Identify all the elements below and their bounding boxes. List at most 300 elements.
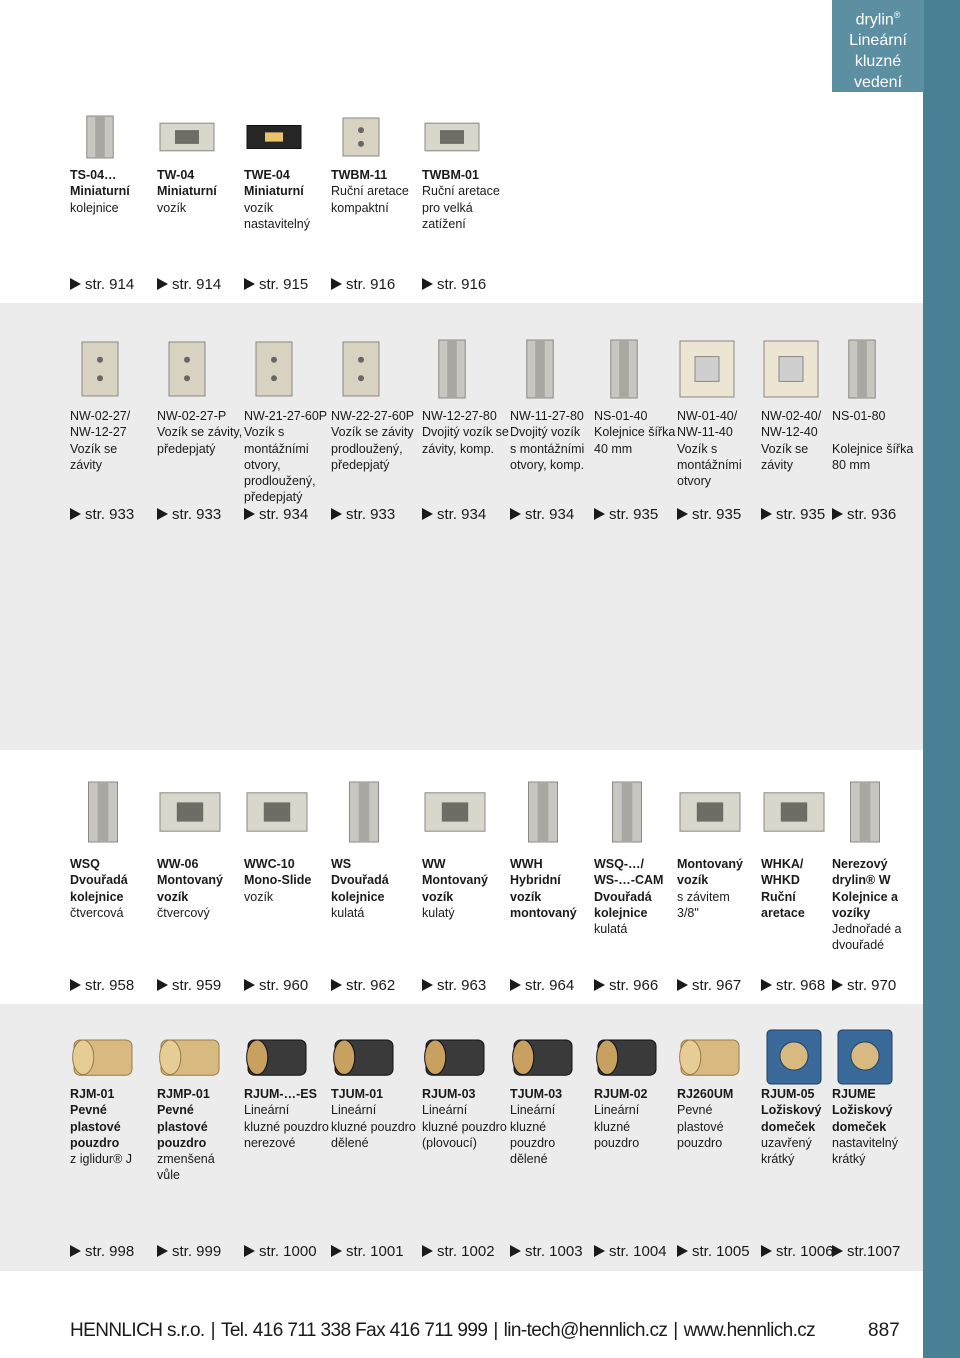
arrow-right-icon (331, 278, 342, 290)
label-line-bold: Ložiskový (761, 1103, 822, 1118)
label-line: (plovoucí) (422, 1135, 477, 1150)
arrow-right-icon (761, 1245, 772, 1257)
product-thumbnail (244, 114, 304, 165)
footer-email[interactable]: lin-tech@hennlich.cz (503, 1320, 668, 1341)
arrow-right-icon (70, 1245, 81, 1257)
page-reference-link[interactable] (244, 506, 308, 524)
product-label (331, 1086, 416, 1151)
page-reference-link[interactable] (510, 506, 574, 524)
page-reference-text: str. 962 (346, 977, 396, 994)
product-image (331, 338, 391, 400)
product-label (157, 408, 242, 457)
product-label (70, 167, 130, 216)
arrow-right-icon (422, 278, 433, 290)
page-reference-link[interactable] (677, 1243, 750, 1261)
label-line: Miniaturní (70, 184, 130, 199)
label-line: nastavitelný (832, 1135, 899, 1150)
product-image (594, 338, 654, 400)
product-image (677, 780, 743, 844)
page-reference-text: str. 936 (847, 506, 897, 523)
product-image (677, 1024, 743, 1088)
label-line-bold: Ložiskový (832, 1103, 893, 1118)
label-line: Vozík s (677, 441, 718, 456)
label-line: s montážními (510, 441, 585, 456)
arrow-right-icon (422, 508, 433, 520)
page-reference-link[interactable] (244, 276, 308, 294)
arrow-right-icon (244, 979, 255, 991)
arrow-right-icon (832, 979, 843, 991)
label-line: NW-22-27-60P (331, 409, 415, 423)
product-thumbnail (331, 338, 391, 405)
product-label (832, 1086, 898, 1167)
page-reference-text: str. 916 (346, 276, 396, 293)
arrow-right-icon (510, 979, 521, 991)
arrow-right-icon (677, 508, 688, 520)
arrow-right-icon (510, 1245, 521, 1257)
product-image (70, 114, 130, 160)
label-line: nerezové (244, 1135, 296, 1150)
product-label (244, 167, 310, 232)
label-line-bold: pouzdro (157, 1135, 207, 1150)
label-line-bold: aretace (761, 905, 805, 920)
page-reference-link[interactable] (157, 977, 221, 995)
label-line: nastavitelný (244, 216, 311, 231)
product-image (510, 338, 570, 400)
label-line: Jednořadé a (832, 922, 902, 937)
label-line: otvory (677, 474, 712, 489)
product-image (244, 1024, 310, 1088)
label-line: plastové (677, 1119, 724, 1134)
label-line: NW-02-27/ (70, 409, 131, 423)
label-line: závity, komp. (422, 441, 495, 456)
product-thumbnail (422, 1024, 488, 1093)
product-label (761, 856, 805, 921)
label-line: kluzné pouzdro (244, 1119, 329, 1134)
section-tab (832, 0, 924, 92)
label-line-bold: vozík (157, 889, 189, 904)
label-line-bold: Kolejnice a (832, 889, 898, 904)
product-thumbnail (70, 338, 130, 405)
page-reference-link[interactable] (422, 977, 486, 995)
page-reference-link[interactable] (157, 1243, 221, 1261)
label-line-bold: kolejnice (70, 889, 124, 904)
label-line-bold: Hybridní (510, 873, 561, 888)
label-line-bold: WHKA/ (761, 857, 804, 871)
product-image (70, 780, 136, 844)
arrow-right-icon (70, 979, 81, 991)
product-thumbnail (677, 780, 743, 849)
page-number: 887 (868, 1320, 900, 1341)
product-label (244, 856, 311, 905)
product-thumbnail (244, 1024, 310, 1093)
page-reference-link[interactable] (422, 276, 486, 294)
page-reference-link[interactable] (331, 977, 395, 995)
page-reference-link[interactable] (594, 977, 658, 995)
page-reference-link[interactable] (70, 506, 134, 524)
product-thumbnail (422, 114, 482, 165)
label-line-bold: vozíky (832, 905, 871, 920)
product-image (422, 1024, 488, 1088)
page-reference-link[interactable] (761, 1243, 834, 1261)
label-line: kluzné (510, 1119, 547, 1134)
page-reference-text: str. 1005 (692, 1243, 750, 1260)
label-line: Lineární (422, 1103, 468, 1118)
product-image (422, 780, 488, 844)
label-line-bold: WS-…-CAM (594, 873, 664, 888)
label-line: prodloužený, (331, 441, 403, 456)
product-image (157, 338, 217, 400)
product-image (157, 780, 223, 844)
product-thumbnail (422, 780, 488, 849)
label-line: Lineární (510, 1103, 556, 1118)
label-line-bold: Mono-Slide (244, 873, 312, 888)
label-line: montážními (244, 441, 309, 456)
label-line: uzavřený (761, 1135, 812, 1150)
page-reference-link[interactable] (244, 1243, 317, 1261)
page-reference-link[interactable] (331, 1243, 404, 1261)
label-line-bold: montovaný (510, 905, 577, 920)
label-line-bold: RJ260UM (677, 1087, 734, 1101)
product-thumbnail (157, 780, 223, 849)
product-image (331, 114, 391, 160)
label-line: TS-04… (70, 168, 117, 182)
page-reference-text: str. 935 (776, 506, 826, 523)
arrow-right-icon (677, 1245, 688, 1257)
arrow-right-icon (832, 508, 843, 520)
page-reference-link[interactable] (594, 506, 658, 524)
page-reference-text: str. 1004 (609, 1243, 667, 1260)
arrow-right-icon (331, 979, 342, 991)
footer-phone: Tel. 416 711 338 Fax 416 711 999 (220, 1320, 488, 1341)
arrow-right-icon (331, 508, 342, 520)
page-reference-link[interactable] (70, 276, 134, 294)
product-thumbnail (70, 780, 136, 849)
arrow-right-icon (510, 508, 521, 520)
product-thumbnail (832, 338, 892, 405)
label-line: NW-01-40/ (677, 409, 738, 423)
product-thumbnail (70, 1024, 136, 1093)
label-line-bold: WSQ-…/ (594, 857, 644, 871)
product-thumbnail (331, 114, 391, 165)
product-label (331, 408, 414, 473)
label-line: NW-12-40 (761, 425, 818, 440)
label-line: závity (761, 457, 793, 472)
product-image (331, 780, 397, 844)
label-line-bold: domeček (761, 1119, 816, 1134)
page-reference-text: str. 1006 (776, 1243, 834, 1260)
page-reference-text: str. 967 (692, 977, 742, 994)
product-thumbnail (157, 1024, 223, 1093)
page-reference-link[interactable] (761, 977, 825, 995)
page-reference-link[interactable] (244, 977, 308, 995)
product-label (832, 408, 913, 473)
arrow-right-icon (157, 979, 168, 991)
label-line: dělené (331, 1135, 369, 1150)
label-line-bold: drylin® W (832, 873, 891, 888)
page-reference-text: str. 935 (692, 506, 742, 523)
page-reference-link[interactable] (594, 1243, 667, 1261)
page-reference-text: str. 915 (259, 276, 309, 293)
product-image (70, 338, 130, 400)
label-line: vůle (157, 1168, 180, 1183)
footer-company: HENNLICH s.r.o. (70, 1320, 205, 1341)
page-reference-text: str. 970 (847, 977, 897, 994)
page-reference-link[interactable] (832, 1243, 900, 1261)
page-reference-text: str. 914 (85, 276, 135, 293)
label-line: vozík (244, 200, 274, 215)
page-reference-link[interactable] (761, 506, 825, 524)
label-line: kulatá (594, 922, 628, 937)
product-thumbnail (244, 338, 304, 405)
product-image (761, 780, 827, 844)
arrow-right-icon (594, 979, 605, 991)
label-line-bold: RJUM-05 (761, 1087, 815, 1101)
label-line: Miniaturní (244, 184, 304, 199)
label-line: Vozík s (244, 425, 285, 440)
product-label (70, 408, 130, 473)
arrow-right-icon (70, 278, 81, 290)
product-label (157, 856, 223, 921)
label-line: Kolejnice šířka (832, 441, 914, 456)
label-line-bold: RJUM-02 (594, 1087, 648, 1101)
page-reference-link[interactable] (70, 1243, 134, 1261)
product-thumbnail (594, 338, 654, 405)
product-label (422, 167, 500, 232)
product-image (331, 1024, 397, 1088)
label-line-bold: Montovaný (157, 873, 223, 888)
label-line: NW-12-27 (70, 425, 127, 440)
label-line-bold: vozík (422, 889, 454, 904)
page-reference-text: str. 960 (259, 977, 309, 994)
page-reference-text: str. 966 (609, 977, 659, 994)
product-thumbnail (157, 338, 217, 405)
product-thumbnail (510, 1024, 576, 1093)
label-line: kluzné pouzdro (331, 1119, 416, 1134)
page-reference-link[interactable] (157, 276, 221, 294)
tab-line-3: kluzné (854, 53, 902, 71)
page-reference-text: str. 933 (172, 506, 222, 523)
page-reference-link[interactable] (157, 506, 221, 524)
label-line: Dvojitý vozík (510, 425, 581, 440)
label-line-bold: Dvouřadá (331, 873, 389, 888)
page-reference-text: str. 935 (609, 506, 659, 523)
page-reference-text: str. 963 (437, 977, 487, 994)
label-line: čtvercová (70, 905, 124, 920)
product-image (594, 780, 660, 844)
product-image (70, 1024, 136, 1088)
label-line-bold: TJUM-01 (331, 1087, 384, 1101)
product-image (832, 780, 898, 844)
label-line: otvory, (244, 457, 281, 472)
label-line: pouzdro (677, 1135, 723, 1150)
page-reference-text: str. 934 (259, 506, 309, 523)
product-image (244, 114, 304, 160)
label-line: závity (70, 457, 102, 472)
page-reference-text: str. 934 (437, 506, 487, 523)
page-reference-text: str. 933 (85, 506, 135, 523)
label-line: NS-01-40 (594, 409, 648, 423)
product-label (594, 408, 675, 457)
arrow-right-icon (157, 278, 168, 290)
product-image (594, 1024, 660, 1088)
label-line-bold: vozík (510, 889, 542, 904)
arrow-right-icon (244, 1245, 255, 1257)
page-reference-text: str. 968 (776, 977, 826, 994)
page-reference-text: str. 959 (172, 977, 222, 994)
product-label (244, 1086, 329, 1151)
page-reference-text: str. 933 (346, 506, 396, 523)
label-line: kompaktní (331, 200, 389, 215)
label-line-bold: Ruční (761, 889, 796, 904)
product-image (761, 338, 821, 400)
label-line-bold: WHKD (761, 873, 800, 888)
label-line-bold: kolejnice (331, 889, 385, 904)
label-line-bold: WSQ (70, 857, 100, 871)
label-line: Lineární (594, 1103, 640, 1118)
page-reference-link[interactable] (70, 977, 134, 995)
page-reference-link[interactable] (832, 977, 896, 995)
label-line-bold: plastové (157, 1119, 208, 1134)
product-thumbnail (331, 780, 397, 849)
page-reference-link[interactable] (331, 506, 395, 524)
page-reference-link[interactable] (832, 506, 896, 524)
label-line-bold: Montovaný (422, 873, 488, 888)
label-line-bold: Dvouřadá (70, 873, 128, 888)
arrow-right-icon (157, 1245, 168, 1257)
page-reference-link[interactable] (422, 1243, 495, 1261)
page-reference-text: str. 964 (525, 977, 575, 994)
product-thumbnail (832, 1024, 898, 1093)
label-line-bold: Pevné (157, 1103, 194, 1118)
product-label (422, 856, 488, 921)
label-line: prodloužený, (244, 474, 316, 489)
page-reference-text: str. 998 (85, 1243, 135, 1260)
product-image (157, 1024, 223, 1088)
label-line: Pevné (677, 1103, 713, 1118)
page-reference-link[interactable] (677, 506, 741, 524)
product-label (677, 856, 743, 921)
product-image (677, 338, 737, 400)
label-line: předepjatý (157, 441, 216, 456)
label-line: NW-11-27-80 (510, 409, 584, 423)
label-line-bold: kolejnice (594, 905, 648, 920)
product-image (510, 780, 576, 844)
arrow-right-icon (244, 278, 255, 290)
label-line (832, 424, 913, 440)
label-line: krátký (832, 1152, 866, 1167)
arrow-right-icon (331, 1245, 342, 1257)
label-line: vozík (157, 200, 187, 215)
label-line: Kolejnice šířka (594, 425, 676, 440)
label-line: 3/8" (677, 905, 699, 920)
product-label (761, 408, 821, 473)
page-reference-link[interactable] (677, 977, 741, 995)
product-thumbnail (594, 1024, 660, 1093)
label-line: 80 mm (832, 457, 871, 472)
arrow-right-icon (422, 1245, 433, 1257)
product-image (422, 114, 482, 160)
product-thumbnail (832, 780, 898, 849)
label-line: Miniaturní (157, 184, 217, 199)
label-line: zatížení (422, 216, 466, 231)
label-line-bold: RJUM-…-ES (244, 1087, 317, 1101)
tab-line-4: vedení (853, 74, 903, 92)
arrow-right-icon (244, 508, 255, 520)
label-line-bold: RJUME (832, 1087, 876, 1101)
product-label (761, 1086, 821, 1167)
page-reference-link[interactable] (510, 1243, 583, 1261)
label-line-bold: Pevné (70, 1103, 107, 1118)
product-label (422, 1086, 507, 1151)
label-line: NW-21-27-60P (244, 409, 328, 423)
product-thumbnail (761, 1024, 827, 1093)
label-line: dvouřadé (832, 938, 885, 953)
label-line-bold: RJMP-01 (157, 1087, 210, 1101)
page-reference-link[interactable] (510, 977, 574, 995)
arrow-right-icon (594, 508, 605, 520)
label-line: Ruční aretace (422, 184, 500, 199)
label-line-bold: vozík (677, 873, 709, 888)
product-label (832, 856, 902, 954)
page-reference-link[interactable] (331, 276, 395, 294)
label-line: Ruční aretace (331, 184, 409, 199)
tab-line-2: Lineární (849, 32, 907, 50)
footer: HENNLICH s.r.o. | Tel. 416 711 338 Fax 416 711 999 | lin-tech@hennlich.cz | www.hennlich.cz (70, 1320, 816, 1341)
label-line-bold: WW (422, 857, 446, 871)
product-label (157, 1086, 215, 1184)
arrow-right-icon (70, 508, 81, 520)
footer-web[interactable]: www.hennlich.cz (683, 1320, 816, 1341)
product-thumbnail (677, 1024, 743, 1093)
product-image (832, 338, 892, 400)
product-label (677, 1086, 733, 1151)
page-reference-text: str. 958 (85, 977, 135, 994)
label-line: Vozík se závity, (157, 425, 243, 440)
label-line-bold: RJUM-03 (422, 1087, 476, 1101)
product-label (510, 408, 584, 473)
label-line: z iglidur® J (70, 1152, 133, 1167)
label-line: TW-04 (157, 168, 195, 182)
page-reference-text: str. 1003 (525, 1243, 583, 1260)
label-line-bold: TJUM-03 (510, 1087, 563, 1101)
sidebar-strip (923, 0, 960, 1358)
label-line: s závitem (677, 889, 730, 904)
label-line: čtvercový (157, 905, 210, 920)
label-line: Lineární (244, 1103, 290, 1118)
label-line: kulatá (331, 905, 365, 920)
label-line: vozík (244, 889, 274, 904)
page-reference-text: str. 916 (437, 276, 487, 293)
page-reference-link[interactable] (422, 506, 486, 524)
label-line-bold: Dvouřadá (594, 889, 652, 904)
label-line: kluzné pouzdro (422, 1119, 507, 1134)
arrow-right-icon (761, 508, 772, 520)
product-thumbnail (422, 338, 482, 405)
page-reference-text: str. 1001 (346, 1243, 404, 1260)
label-line: krátký (761, 1152, 795, 1167)
label-line: otvory, komp. (510, 457, 585, 472)
page-reference-text: str. 914 (172, 276, 222, 293)
product-label (422, 408, 509, 457)
product-label (510, 1086, 562, 1167)
product-label (594, 856, 663, 937)
label-line: TWE-04 (244, 168, 290, 182)
product-thumbnail (331, 1024, 397, 1093)
product-thumbnail (70, 114, 130, 165)
product-image (422, 338, 482, 400)
label-line: pro velká (422, 200, 473, 215)
product-thumbnail (677, 338, 737, 405)
